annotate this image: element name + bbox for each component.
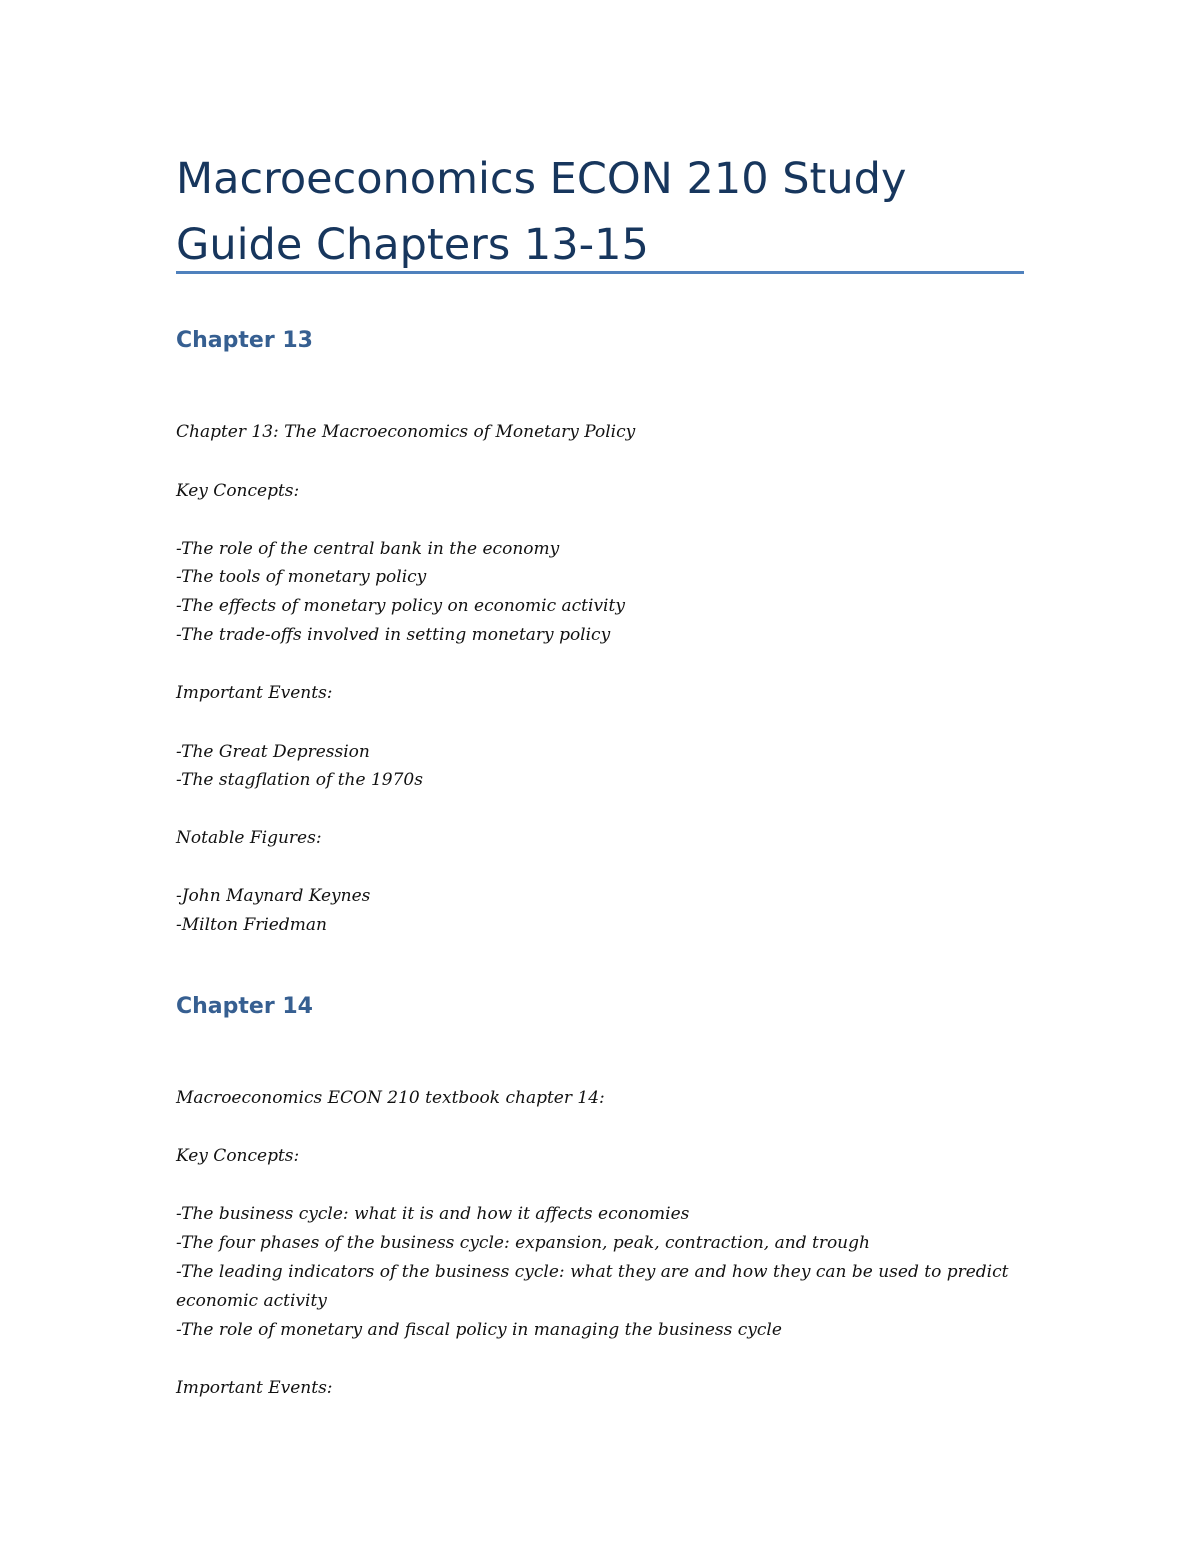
chapter-14-heading: Chapter 14	[176, 994, 313, 1019]
chapter-13-key-concepts-label: Key Concepts:	[176, 481, 300, 501]
title-underline-rule	[176, 271, 1024, 274]
chapter-13-key-concept-item: -The trade-offs involved in setting monetary policy	[176, 625, 611, 645]
chapter-13-notable-figure-item: -Milton Friedman	[176, 915, 327, 935]
chapter-14-key-concept-item: -The leading indicators of the business cycle: what they are and how they can be used to predict	[176, 1262, 1009, 1282]
document-title-line-2: Guide Chapters 13-15	[176, 220, 649, 270]
chapter-13-subtitle: Chapter 13: The Macroeconomics of Monetary Policy	[176, 422, 636, 442]
chapter-13-notable-figures-label: Notable Figures:	[176, 828, 322, 848]
chapter-14-key-concept-item: -The role of monetary and fiscal policy in managing the business cycle	[176, 1320, 782, 1340]
chapter-13-heading: Chapter 13	[176, 328, 313, 353]
chapter-13-important-events-label: Important Events:	[176, 683, 333, 703]
chapter-14-key-concept-item-continued: economic activity	[176, 1291, 327, 1311]
chapter-14-key-concept-item: -The business cycle: what it is and how it affects economies	[176, 1204, 690, 1224]
chapter-13-key-concept-item: -The tools of monetary policy	[176, 567, 427, 587]
chapter-13-important-event-item: -The Great Depression	[176, 742, 370, 762]
document-title	[176, 146, 1024, 278]
chapter-13-notable-figure-item: -John Maynard Keynes	[176, 886, 371, 906]
document-page	[176, 0, 1024, 1553]
chapter-14-key-concepts-label: Key Concepts:	[176, 1146, 300, 1166]
document-title-line-1: Macroeconomics ECON 210 Study	[176, 154, 907, 204]
chapter-13-key-concept-item: -The role of the central bank in the economy	[176, 539, 560, 559]
chapter-13-key-concept-item: -The effects of monetary policy on economic activity	[176, 596, 625, 616]
chapter-14-important-events-label: Important Events:	[176, 1378, 333, 1398]
chapter-14-subtitle: Macroeconomics ECON 210 textbook chapter 14:	[176, 1088, 605, 1108]
chapter-14-key-concept-item: -The four phases of the business cycle: expansion, peak, contraction, and trough	[176, 1233, 870, 1253]
chapter-13-important-event-item: -The stagflation of the 1970s	[176, 770, 423, 790]
